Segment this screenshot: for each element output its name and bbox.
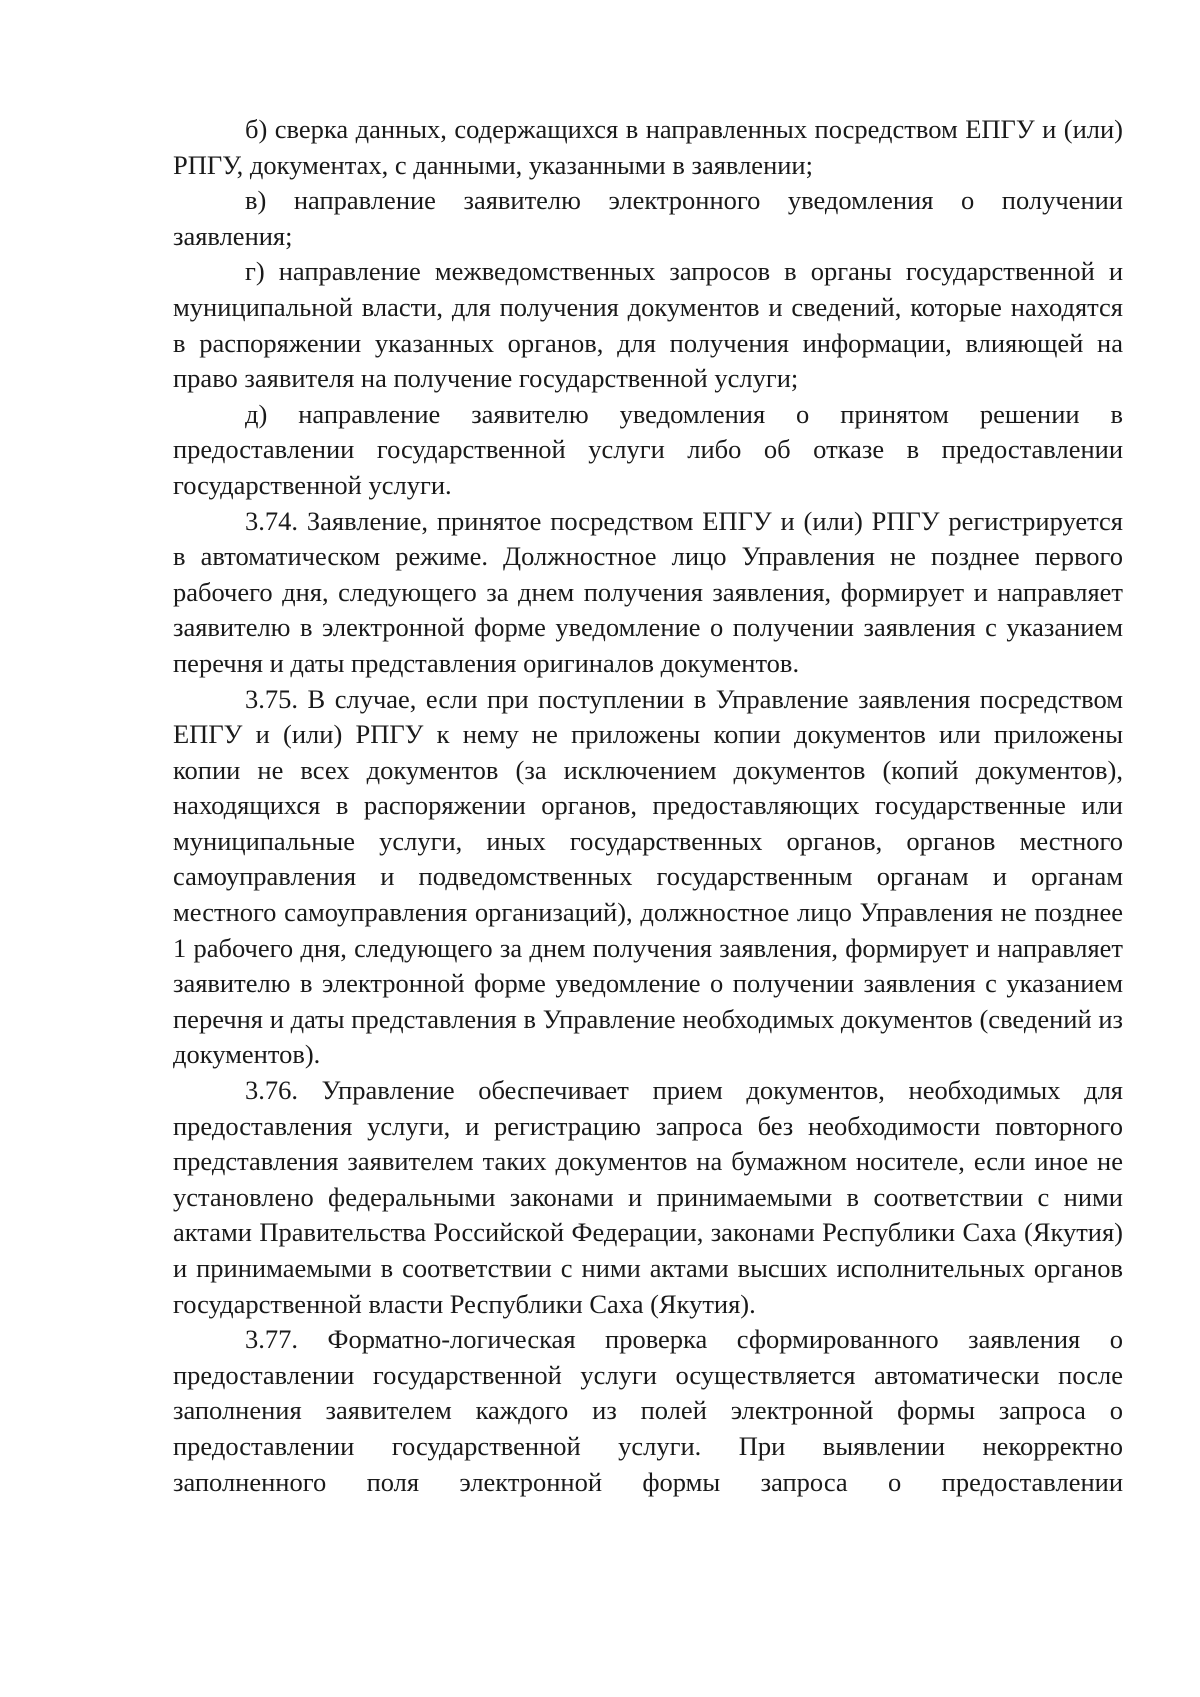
paragraph-g-interagency-requests: г) направление межведомственных запросов в органы государственной и муниципальной власти, для получения документов и сведений, которые находятся в распоряжении указанных органов, для получения информации, влияющей на право заявителя на получение государственной услуги; bbox=[173, 256, 1123, 394]
paragraph-3-75: 3.75. В случае, если при поступлении в Управление заявления посредством ЕПГУ и (или) РПГУ к нему не приложены копии документов или приложены копии не всех документов (за исключением документов (копий документов), находящихся в распоряжении органов, предоставляющих государственные или муниципальные услуги, иных государственных органов, органов местного самоуправления и подведомственных государственным органам и органам местного самоуправления организаций), должностное лицо Управления не позднее 1 рабочего дня, следующего за днем получения заявления, формирует и направляет заявителю в электронной форме уведомление о получении заявления с указанием перечня и даты представления в Управление необходимых документов (сведений из документов). bbox=[173, 683, 1123, 1070]
document-body bbox=[173, 112, 1123, 1500]
paragraph-3-76: 3.76. Управление обеспечивает прием документов, необходимых для предоставления услуги, и регистрацию запроса без необходимости повторного представления заявителем таких документов на бумажном носителе, если иное не установлено федеральными законами и принимаемыми в соответствии с ними актами Правительства Российской Федерации, законами Республики Саха (Якутия) и принимаемыми в соответствии с ними актами высших исполнительных органов государственной власти Республики Саха (Якутия). bbox=[173, 1075, 1123, 1319]
paragraph-d-decision-notification: д) направление заявителю уведомления о принятом решении в предоставлении государственной услуги либо об отказе в предоставлении государственной услуги. bbox=[173, 398, 1123, 500]
paragraph-3-77: 3.77. Форматно-логическая проверка сформированного заявления о предоставлении государственной услуги осуществляется автоматически после заполнения заявителем каждого из полей электронной формы запроса о предоставлении государственной услуги. При выявлении некорректно заполненного поля электронной формы запроса о предоставлении bbox=[173, 1324, 1123, 1497]
paragraph-v-electronic-notification: в) направление заявителю электронного уведомления о получении заявления; bbox=[173, 185, 1123, 251]
paragraph-b-data-verification: б) сверка данных, содержащихся в направленных посредством ЕПГУ и (или) РПГУ, документах, с данными, указанными в заявлении; bbox=[173, 114, 1123, 180]
paragraph-3-74: 3.74. Заявление, принятое посредством ЕПГУ и (или) РПГУ регистрируется в автоматическом режиме. Должностное лицо Управления не позднее первого рабочего дня, следующего за днем получения заявления, формирует и направляет заявителю в электронной форме уведомление о получении заявления с указанием перечня и даты представления оригиналов документов. bbox=[173, 505, 1123, 678]
